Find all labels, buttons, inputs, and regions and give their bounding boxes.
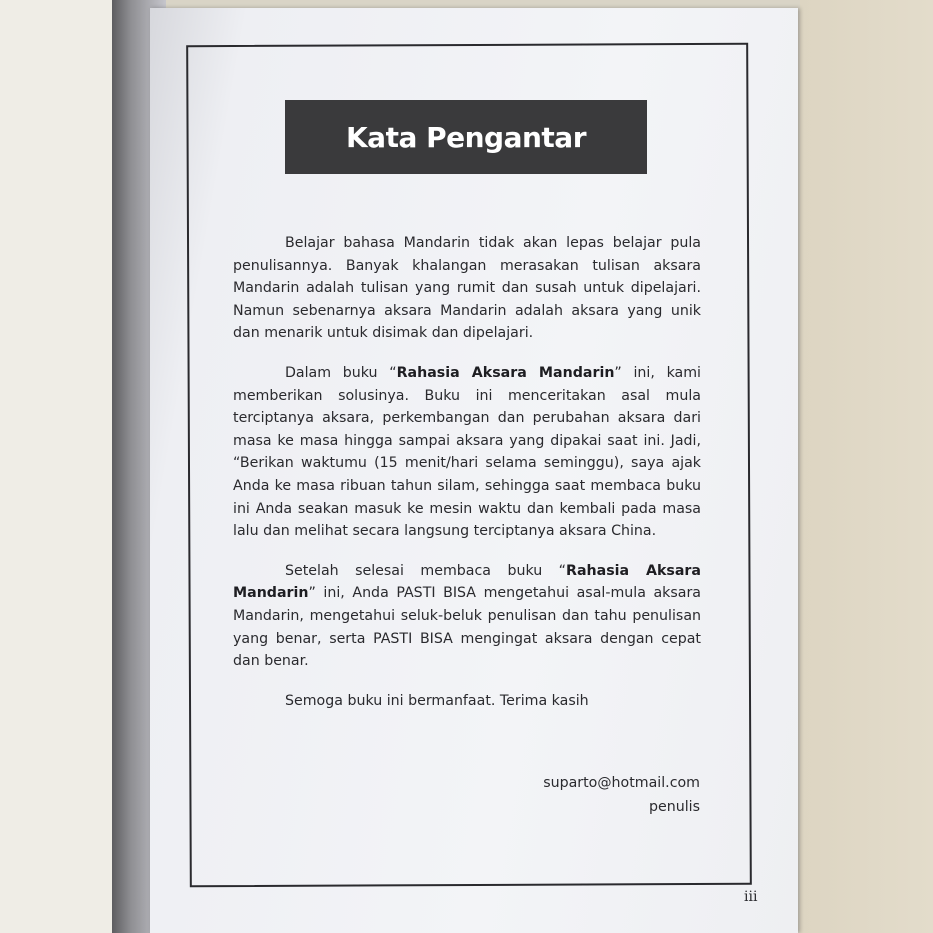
title-banner [285, 100, 647, 174]
previous-page-edge [0, 0, 118, 933]
paragraph-text: ” ini, kami memberikan solusinya. Buku ini menceritakan asal mula terciptanya aksara, perkembangan dan perubahan aksara dari masa ke masa hingga sampai aksara yang dipakai saat ini. Jadi, “Berikan waktumu (15 menit/hari selama seminggu), saya ajak Anda ke masa ribuan tahun silam, sehingga saat membaca buku ini Anda seakan masuk ke mesin waktu dan kembali pada masa lalu dan melihat secara langsung terciptanya aksara China. [233, 364, 701, 540]
paragraph-1 [233, 232, 701, 345]
paragraph-text: Setelah selesai membaca buku “ [285, 562, 567, 579]
paragraph-4 [233, 690, 701, 713]
paragraph-text: Belajar bahasa Mandarin tidak akan lepas belajar pula penulisannya. Banyak khalangan merasakan tulisan aksara Mandarin adalah tulisan yang rumit dan susah untuk dipelajari. Namun sebenarnya aksara Mandarin adalah aksara yang unik dan menarik untuk disimak dan dipelajari. [233, 235, 701, 342]
paragraph-text: Semoga buku ini bermanfaat. Terima kasih [285, 692, 589, 709]
author-email: suparto@hotmail.com [543, 775, 700, 791]
paragraph-text: Dalam buku “ [285, 364, 397, 381]
paragraph-2 [233, 362, 701, 543]
page-number: iii [744, 889, 758, 905]
author-role: penulis [649, 799, 700, 815]
book-title-bold: Rahasia Aksara Mandarin [396, 364, 615, 381]
preface-body [233, 232, 701, 729]
book-title-bold: Rahasia Aksara Mandarin [233, 562, 701, 602]
paragraph-3 [233, 560, 701, 673]
signature-block [520, 771, 700, 819]
paragraph-text: ” ini, Anda PASTI BISA mengetahui asal-mula aksara Mandarin, mengetahui seluk-beluk penulisan dan tahu penulisan yang benar, serta PASTI BISA mengingat aksara dengan cepat dan benar. [233, 585, 701, 670]
page-title: Kata Pengantar [345, 120, 587, 154]
table-surface [800, 0, 933, 933]
